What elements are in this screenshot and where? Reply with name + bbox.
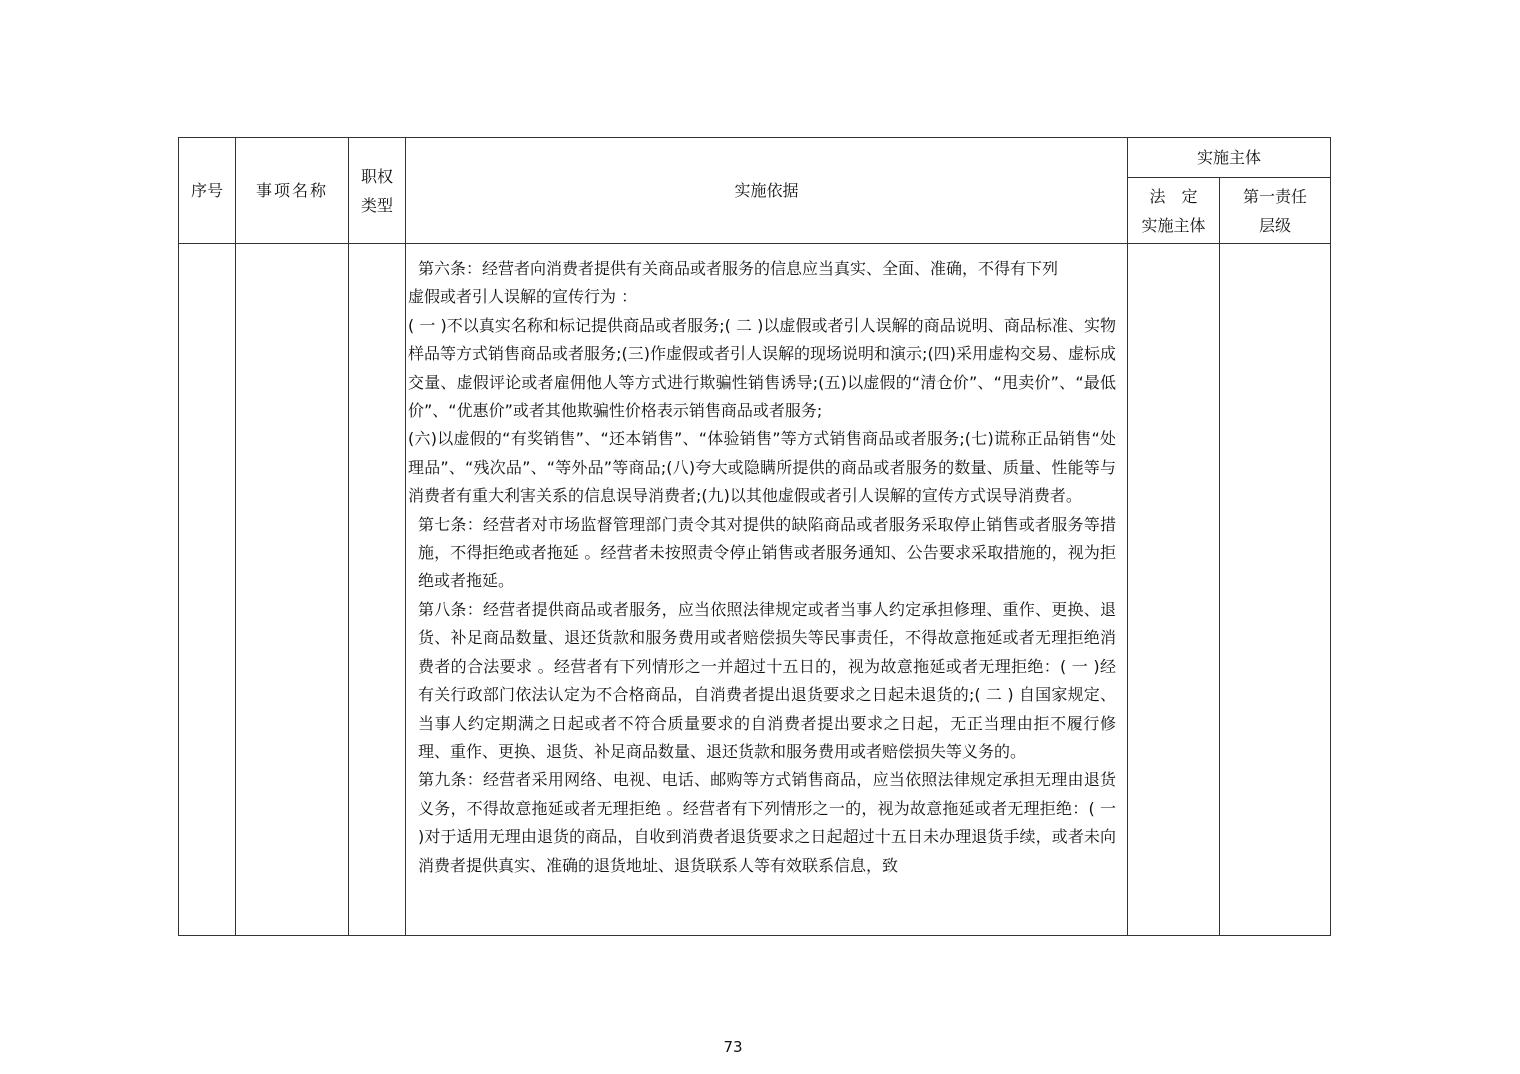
cell-seq [179,244,236,936]
header-power-type-line2: 类型 [360,195,393,215]
header-first-level-line1: 第一责任 [1243,186,1308,206]
basis-paragraph-art8: 第八条：经营者提供商品或者服务，应当依照法律规定或者当事人约定承担修理、重作、更换、退货、补足商品数量、退还货款和服务费用或者赔偿损失等民事责任，不得故意拖延或者无理拒绝消费者的合法要求 。经营者有下列情形之一并超过十五日的，视为故意拖延或者无理拒绝：( 一 )经有关行政部门依法认定为不合格商品，自消费者提出退货要求之日起未退货的;( 二 ) 自国家规定、当事人约定期满之日起或者不符合质量要求的自消费者提出要求之日起，无正当理由拒不履行修理、重作、更换、退货、补足商品数量、退还货款和服务费用或者赔偿损失等义务的。 [418,599,1116,761]
page-number: 73 [723,1038,743,1056]
basis-paragraph-art7: 第七条：经营者对市场监督管理部门责令其对提供的缺陷商品或者服务采取停止销售或者服务等措施，不得拒绝或者拖延 。经营者未按照责令停止销售或者服务通知、公告要求采取措施的，视为拒绝或者拖延。 [418,514,1116,591]
basis-paragraph-art6-items-2: (六)以虚假的“有奖销售”、“还本销售”、“体验销售”等方式销售商品或者服务;(七)谎称正品销售“处理品”、“残次品”、“等外品”等商品;(八)夸大或隐瞒所提供的商品或者服务的数量、质量、性能等与消费者有重大利害关系的信息误导消费者;(九)以其他虚假或者引人误解的宣传方式误导消费者。 [408,429,1116,506]
header-basis: 实施依据 [406,138,1128,244]
header-subject-group: 实施主体 [1128,138,1331,178]
basis-paragraph-art6-items-1: ( 一 )不以真实名称和标记提供商品或者服务;( 二 )以虚假或者引人误解的商品说明、商品标准、实物样品等方式销售商品或者服务;(三)作虚假或者引人误解的现场说明和演示;(四)采用虚构交易、虚标成交量、虚假评论或者雇佣他人等方式进行欺骗性销售诱导;(五)以虚假的“清仓价”、“甩卖价”、“最低价”、“优惠价”或者其他欺骗性价格表示销售商品或者服务; [408,315,1116,421]
cell-power-type [349,244,406,936]
regulation-table-wrapper [178,137,1330,936]
header-power-type-line1: 职权 [360,166,393,186]
cell-basis [406,244,1128,936]
header-legal-subject-line2: 实施主体 [1141,215,1206,235]
cell-first-level [1220,244,1331,936]
header-power-type [349,138,406,244]
header-first-level [1220,178,1331,244]
basis-paragraph-art9: 第九条：经营者采用网络、电视、电话、邮购等方式销售商品，应当依照法律规定承担无理由退货义务，不得故意拖延或者无理拒绝 。经营者有下列情形之一的，视为故意拖延或者无理拒绝：( 一 )对于适用无理由退货的商品，自收到消费者退货要求之日起超过十五日未办理退货手续，或者未向消费者提供真实、准确的退货地址、退货联系人等有效联系信息，致 [418,770,1116,875]
basis-paragraph-art6-intro: 第六条：经营者向消费者提供有关商品或者服务的信息应当真实、全面、准确，不得有下列 [418,259,1059,278]
header-row-top [179,138,1331,178]
header-item-name: 事项名称 [236,138,349,244]
table-row [179,244,1331,936]
cell-item-name [236,244,349,936]
header-legal-subject [1128,178,1220,244]
header-first-level-line2: 层级 [1259,215,1292,235]
cell-legal-subject [1128,244,1220,936]
header-legal-subject-line1: 法 定 [1149,186,1198,206]
regulation-table [178,137,1331,936]
header-seq: 序号 [179,138,236,244]
basis-paragraph-art6-intro-cont: 虚假或者引人误解的宣传行为 ： [408,287,638,307]
